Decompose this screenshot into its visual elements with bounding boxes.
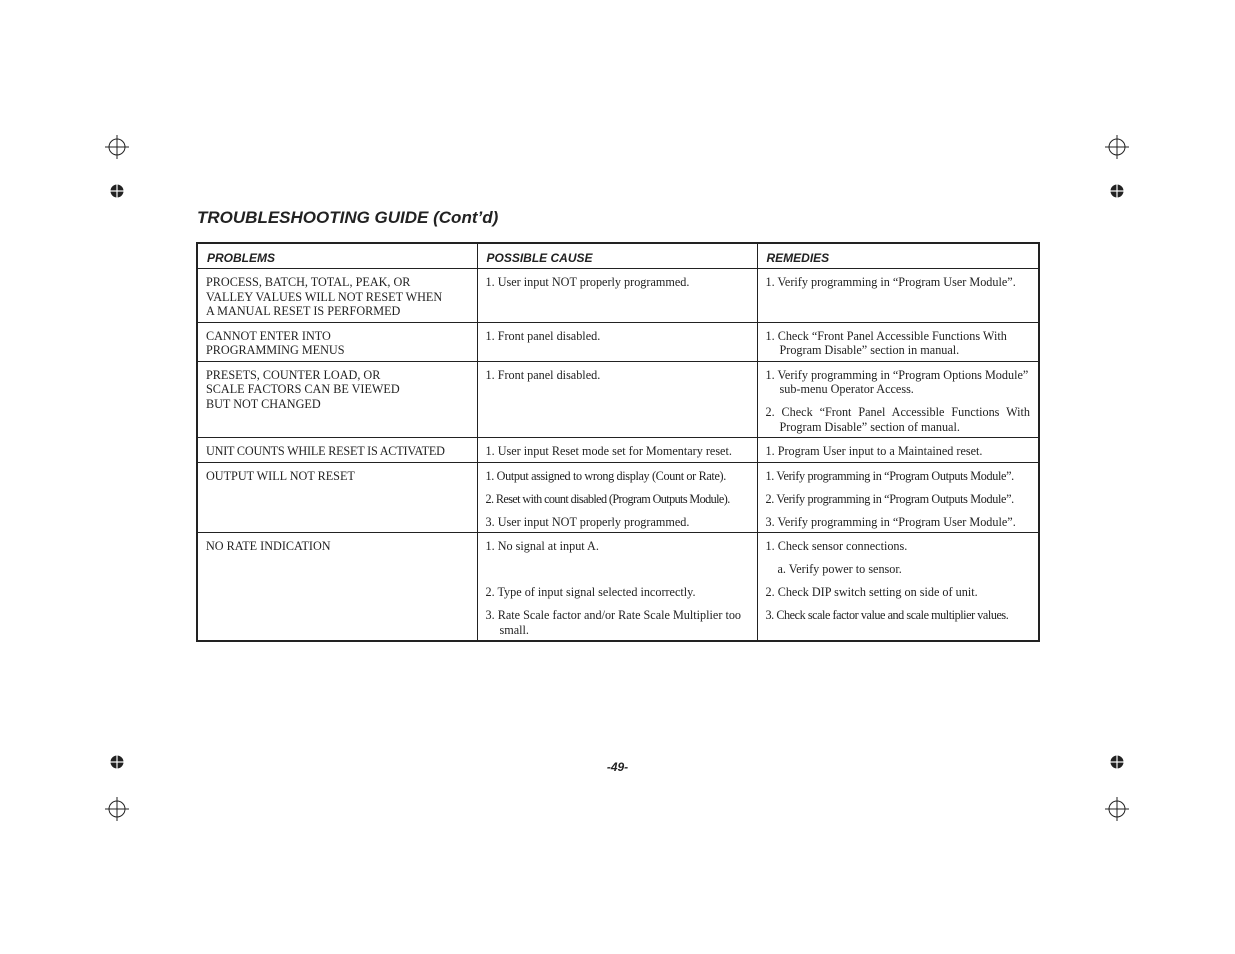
problem-text: SCALE FACTORS CAN BE VIEWED: [206, 382, 400, 396]
remedy-item: 2. Check DIP switch setting on side of unit.: [765, 585, 978, 599]
column-header-possible-cause: POSSIBLE CAUSE: [477, 243, 757, 269]
cause-item: 1. Front panel disabled.: [485, 328, 601, 343]
cause-cell: [477, 462, 757, 533]
remedy-item: 3. Verify programming in “Program User Module”.: [765, 514, 1016, 529]
column-header-problems: PROBLEMS: [197, 243, 477, 269]
remedy-item: 3. Check scale factor value and scale multiplier values.: [765, 608, 1009, 622]
table-header-row: [197, 243, 1039, 269]
remedy-item: 1. Verify programming in “Program Options Module” sub-menu Operator Access.: [765, 367, 1029, 396]
problem-cell: [197, 361, 477, 438]
problem-text: BUT NOT CHANGED: [206, 396, 321, 411]
cause-item: 1. Front panel disabled.: [485, 367, 601, 382]
cause-spacer: [486, 562, 749, 577]
remedy-item: 2. Verify programming in “Program Outputs Module”.: [765, 491, 1014, 506]
cause-item: 2. Reset with count disabled (Program Outputs Module).: [485, 491, 730, 506]
problem-text: A MANUAL RESET IS PERFORMED: [206, 304, 401, 318]
table-row: [197, 533, 1039, 642]
problem-text: UNIT COUNTS WHILE RESET IS ACTIVATED: [206, 444, 445, 458]
page-number: -49-: [606, 760, 629, 774]
remedy-item: 1. Verify programming in “Program User Module”.: [765, 275, 1016, 289]
registration-dot-icon: [1110, 184, 1124, 198]
remedy-sub-item: a. Verify power to sensor.: [777, 562, 902, 576]
registration-crosshair-icon: [105, 797, 129, 821]
problem-cell: [197, 322, 477, 361]
table-row: [197, 269, 1039, 323]
problem-cell: [197, 269, 477, 323]
problem-cell: [197, 462, 477, 533]
cause-item: 1. No signal at input A.: [485, 539, 599, 553]
cause-item: 2. Type of input signal selected incorrectly.: [485, 585, 696, 599]
problem-text: PROCESS, BATCH, TOTAL, PEAK, OR: [206, 275, 411, 289]
cause-cell: [477, 533, 757, 642]
remedy-cell: [757, 462, 1039, 533]
cause-item: 3. User input NOT properly programmed.: [485, 514, 690, 529]
column-header-remedies: REMEDIES: [757, 243, 1039, 269]
problem-text: NO RATE INDICATION: [206, 539, 331, 553]
cause-cell: [477, 269, 757, 323]
cause-item: 1. User input Reset mode set for Momentary reset.: [485, 444, 732, 458]
problem-text: PROGRAMMING MENUS: [206, 343, 345, 357]
remedy-cell: [757, 438, 1039, 463]
remedy-item: 2. Check “Front Panel Accessible Functions With Program Disable” section of manual.: [765, 405, 1030, 434]
page-title: TROUBLESHOOTING GUIDE (Cont’d): [197, 208, 499, 227]
problem-text: VALLEY VALUES WILL NOT RESET WHEN: [206, 289, 443, 304]
remedy-cell: [757, 361, 1039, 438]
cause-item: 3. Rate Scale factor and/or Rate Scale Multiplier too small.: [485, 608, 742, 637]
remedy-cell: [757, 269, 1039, 323]
problem-text: OUTPUT WILL NOT RESET: [206, 468, 355, 483]
registration-crosshair-icon: [1105, 797, 1129, 821]
cause-item: 1. User input NOT properly programmed.: [485, 275, 690, 289]
registration-dot-icon: [110, 184, 124, 198]
cause-cell: [477, 361, 757, 438]
problem-text: CANNOT ENTER INTO: [206, 328, 331, 343]
problem-cell: [197, 533, 477, 642]
remedy-item: 1. Verify programming in “Program Outputs Module”.: [765, 468, 1014, 483]
remedy-cell: [757, 533, 1039, 642]
cause-item: 1. Output assigned to wrong display (Count or Rate).: [485, 468, 726, 483]
remedy-item: 1. Program User input to a Maintained reset.: [765, 444, 983, 458]
remedy-cell: [757, 322, 1039, 361]
cause-cell: [477, 322, 757, 361]
cause-cell: [477, 438, 757, 463]
table-row: [197, 438, 1039, 463]
registration-crosshair-icon: [105, 135, 129, 159]
table-row: [197, 361, 1039, 438]
registration-crosshair-icon: [1105, 135, 1129, 159]
problem-text: PRESETS, COUNTER LOAD, OR: [206, 367, 381, 382]
remedy-item: 1. Check sensor connections.: [765, 539, 908, 553]
table-row: [197, 462, 1039, 533]
remedy-item: 1. Check “Front Panel Accessible Functions With Program Disable” section in manual.: [765, 328, 1007, 357]
troubleshooting-table: [196, 242, 1040, 642]
table-row: [197, 322, 1039, 361]
problem-cell: [197, 438, 477, 463]
